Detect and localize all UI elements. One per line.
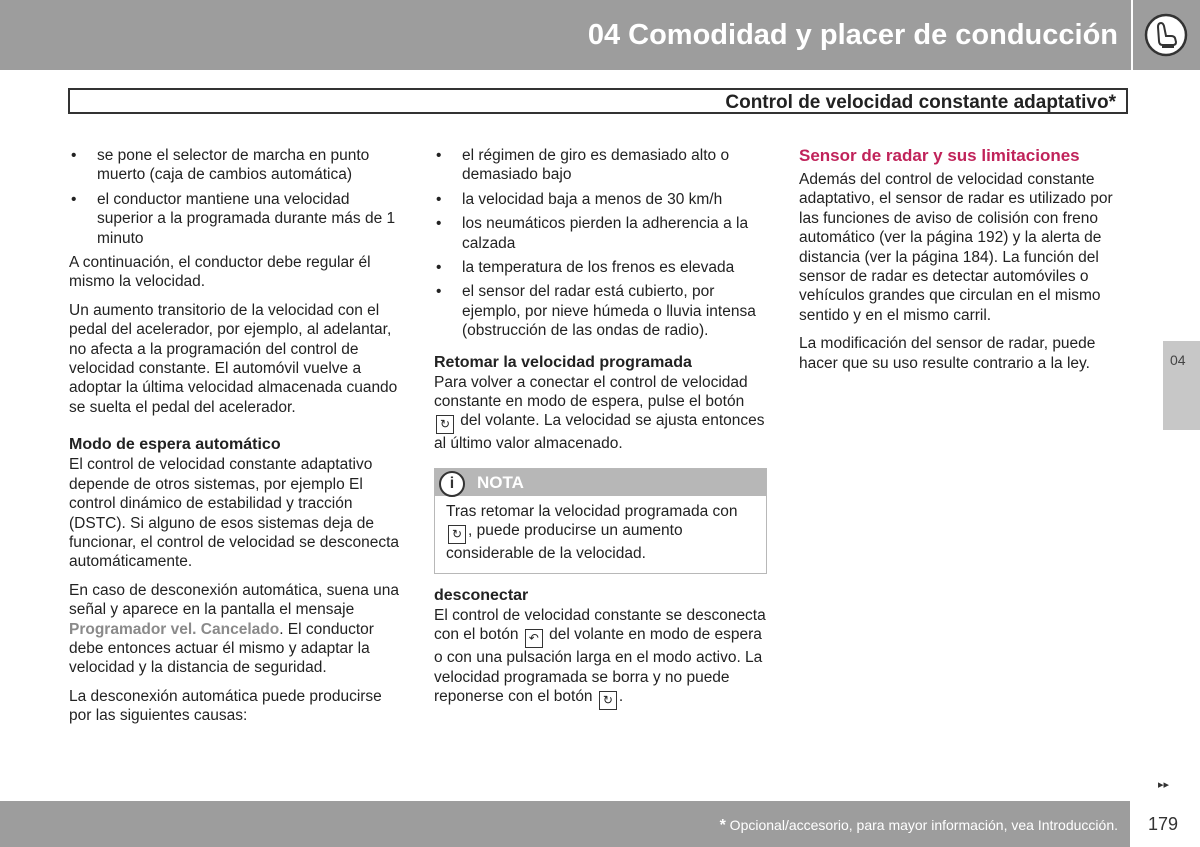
next-page-arrows-icon: ▸▸ [1158, 779, 1170, 791]
paragraph: Para volver a conectar el control de velocidad constante en modo de espera, pulse el botón ↻ del volante. La velocidad se ajusta entonces al último valor almacenado. [434, 373, 765, 453]
list-item: • la temperatura de los frenos es elevada [436, 259, 735, 277]
column-1 [69, 146, 404, 735]
resume-button-icon: ↻ [436, 415, 454, 434]
note-header [435, 469, 766, 496]
info-icon: i [439, 471, 465, 497]
paragraph: El control de velocidad constante adaptativo depende de otros sistemas, por ejemplo El control dinámico de estabilidad y tracción (DSTC). Si alguno de esos sistemas deja de funcionar, el control de velocidad se desconecta automáticamente. [69, 456, 400, 571]
subheading-disconnect: desconectar [434, 586, 529, 604]
chapter-tab-label: 04 [1170, 352, 1186, 368]
paragraph: La modificación del sensor de radar, puede hacer que su uso resulte contrario a la ley. [799, 335, 1096, 372]
list-item: • los neumáticos pierden la adherencia a la calzada [436, 215, 749, 252]
paragraph: A continuación, el conductor debe regular él mismo la velocidad. [69, 254, 371, 291]
column-3 [799, 146, 1134, 382]
list-item: • el conductor mantiene una velocidad superior a la programada durante más de 1 minuto [71, 190, 396, 247]
list-item: • se pone el selector de marcha en punto muerto (caja de cambios automática) [71, 147, 370, 184]
bullet-list [69, 146, 404, 248]
resume-button-icon: ↻ [599, 691, 617, 710]
subheading-resume: Retomar la velocidad programada [434, 353, 692, 371]
seat-icon [1144, 13, 1188, 57]
column-2 [434, 146, 767, 719]
list-item: • la velocidad baja a menos de 30 km/h [436, 190, 723, 208]
chapter-title: 04 Comodidad y placer de conducción [587, 19, 1118, 51]
subheading-radar: Sensor de radar y sus limitaciones [799, 146, 1080, 165]
note-box [434, 468, 767, 574]
paragraph: Un aumento transitorio de la velocidad con el pedal del acelerador, por ejemplo, al adelantar, no afecta a la programación del control de velocidad constante. El automóvil vuelve a adoptar la última velocidad almacenada cuando se suelta el pedal del acelerador. [69, 301, 398, 416]
paragraph: La desconexión automática puede producirse por las siguientes causas: [69, 687, 382, 725]
display-message: Programador vel. Cancelado [69, 620, 280, 638]
resume-button-icon: ↻ [448, 525, 466, 544]
cancel-button-icon: ↶ [525, 629, 543, 648]
page-number: 179 [1148, 814, 1179, 834]
section-title-box [68, 88, 1128, 114]
subheading-standby: Modo de espera automático [69, 436, 281, 454]
list-item: • el sensor del radar está cubierto, por ejemplo, por nieve húmeda o lluvia intensa (obstrucción de las ondas de radio). [436, 283, 756, 340]
paragraph: En caso de desconexión automática, suena una señal y aparece en la pantalla el mensaje Programador vel. Cancelado. El conductor debe entonces actuar él mismo y adaptar la velocidad y la distancia de seguridad. [69, 581, 400, 677]
note-label: NOTA [477, 472, 524, 492]
paragraph: El control de velocidad constante se desconecta con el botón ↶ del volante en modo de espera o con una pulsación larga en el modo activo. La velocidad programada se borra y no puede reponerse con el botón ↻ . [434, 606, 767, 710]
bullet-list [434, 146, 767, 341]
list-item: • el régimen de giro es demasiado alto o demasiado bajo [436, 147, 730, 184]
footer-note: * Opcional/accesorio, para mayor información, vea Introducción. [719, 817, 1118, 834]
section-title: Control de velocidad constante adaptativo* [725, 92, 1116, 113]
paragraph: Además del control de velocidad constante adaptativo, el sensor de radar es utilizado por las funciones de aviso de colisión con freno automático (ver la página 192) y la alerta de distancia (ver la página 184). La función del sensor de radar es detectar automóviles o vehículos grandes que circulan en el mismo sentido y en el mismo carril. [799, 171, 1113, 324]
note-body: Tras retomar la velocidad programada con ↻ , puede producirse un aumento considerable de la velocidad. [446, 502, 738, 563]
